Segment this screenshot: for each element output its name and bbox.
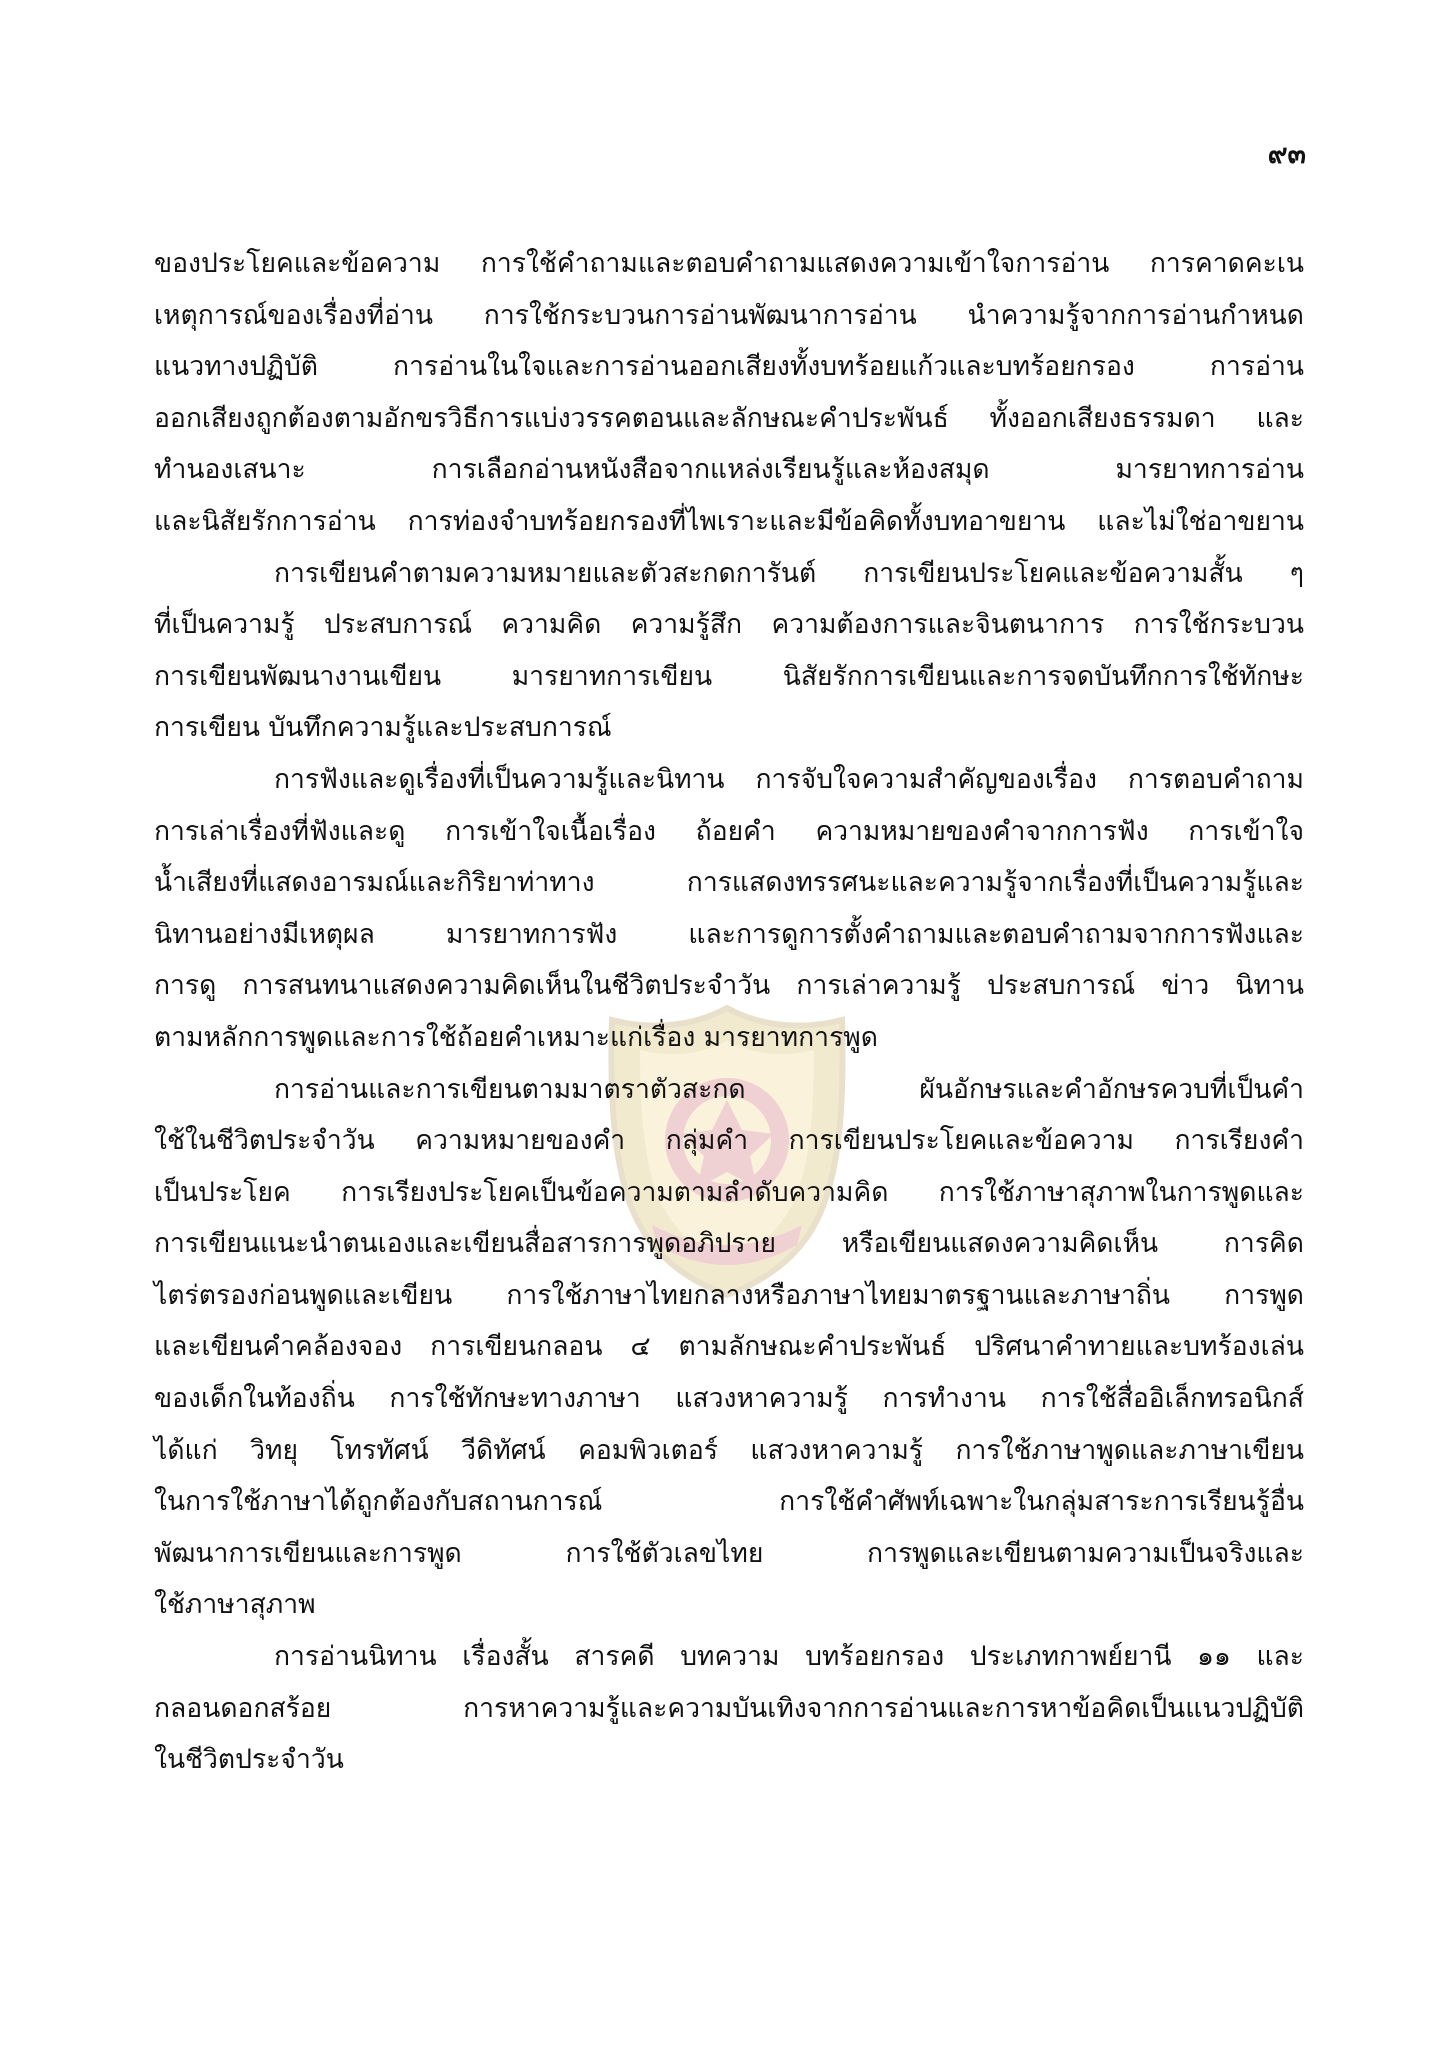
paragraph-first-line: การอ่านนิทาน เรื่องสั้น สารคดี บทความ บทร้อยกรอง ประเภทกาพย์ยานี ๑๑ และ xyxy=(274,1641,1304,1673)
text-line: ทำนองเสนาะ การเลือกอ่านหนังสือจากแหล่งเรียนรู้และห้องสมุด มารยาทการอ่าน xyxy=(154,454,1304,486)
text-line: กลอนดอกสร้อย การหาความรู้และความบันเทิงจากการอ่านและการหาข้อคิดเป็นแนวปฏิบัติ xyxy=(154,1692,1304,1724)
text-line: การเล่าเรื่องที่ฟังและดู การเข้าใจเนื้อเรื่อง ถ้อยคำ ความหมายของคำจากการฟัง การเข้าใจ xyxy=(154,815,1304,847)
text-line: ที่เป็นความรู้ ประสบการณ์ ความคิด ความรู้สึก ความต้องการและจินตนาการ การใช้กระบวน xyxy=(154,609,1304,641)
text-line: การดู การสนทนาแสดงความคิดเห็นในชีวิตประจำวัน การเล่าความรู้ ประสบการณ์ ข่าว นิทาน xyxy=(154,970,1304,1002)
paragraph-last-line: ใช้ภาษาสุภาพ xyxy=(154,1589,316,1621)
page-number: ๙๓ xyxy=(1267,139,1306,170)
paragraph-last-line: ตามหลักการพูดและการใช้ถ้อยคำเหมาะแก่เรื่อง มารยาทการพูด xyxy=(154,1021,878,1053)
text-line: และเขียนคำคล้องจอง การเขียนกลอน ๔ ตามลักษณะคำประพันธ์ ปริศนาคำทายและบทร้องเล่น xyxy=(154,1331,1304,1363)
text-line: การเขียนพัฒนางานเขียน มารยาทการเขียน นิสัยรักการเขียนและการจดบันทึกการใช้ทักษะ xyxy=(154,660,1304,692)
paragraph-first-line: การฟังและดูเรื่องที่เป็นความรู้และนิทาน การจับใจความสำคัญของเรื่อง การตอบคำถาม xyxy=(274,763,1304,795)
text-line: เหตุการณ์ของเรื่องที่อ่าน การใช้กระบวนการอ่านพัฒนาการอ่าน นำความรู้จากการอ่านกำหนด xyxy=(154,299,1304,331)
paragraph-last-line: การเขียน บันทึกความรู้และประสบการณ์ xyxy=(154,712,612,744)
text-line: และนิสัยรักการอ่าน การท่องจำบทร้อยกรองที่ไพเราะและมีข้อคิดทั้งบทอาขยาน และไม่ใช่อาขยาน xyxy=(154,505,1304,537)
text-line: พัฒนาการเขียนและการพูด การใช้ตัวเลขไทย การพูดและเขียนตามความเป็นจริงและ xyxy=(154,1537,1304,1569)
text-line: ใช้ในชีวิตประจำวัน ความหมายของคำ กลุ่มคำ การเขียนประโยคและข้อความ การเรียงคำ xyxy=(154,1125,1304,1157)
paragraph-last-line: ในชีวิตประจำวัน xyxy=(154,1744,344,1776)
text-line: การเขียนแนะนำตนเองและเขียนสื่อสารการพูดอภิปราย หรือเขียนแสดงความคิดเห็น การคิด xyxy=(154,1228,1304,1260)
text-line: น้ำเสียงที่แสดงอารมณ์และกิริยาท่าทาง การแสดงทรรศนะและความรู้จากเรื่องที่เป็นความรู้และ xyxy=(154,867,1304,899)
text-line: ของประโยคและข้อความ การใช้คำถามและตอบคำถามแสดงความเข้าใจการอ่าน การคาดคะเน xyxy=(154,248,1304,279)
paragraph-first-line: การอ่านและการเขียนตามมาตราตัวสะกด ผันอักษรและคำอักษรควบที่เป็นคำ xyxy=(274,1073,1304,1105)
text-line: แนวทางปฏิบัติ การอ่านในใจและการอ่านออกเสียงทั้งบทร้อยแก้วและบทร้อยกรอง การอ่าน xyxy=(154,351,1304,383)
body-text xyxy=(154,238,1304,1786)
text-line: ของเด็กในท้องถิ่น การใช้ทักษะทางภาษา แสวงหาความรู้ การทำงาน การใช้สื่ออิเล็กทรอนิกส์ xyxy=(154,1383,1304,1415)
paragraph-first-line: การเขียนคำตามความหมายและตัวสะกดการันต์ การเขียนประโยคและข้อความสั้น ๆ xyxy=(274,557,1304,589)
text-line: เป็นประโยค การเรียงประโยคเป็นข้อความตามลำดับความคิด การใช้ภาษาสุภาพในการพูดและ xyxy=(154,1176,1304,1208)
text-line: ในการใช้ภาษาได้ถูกต้องกับสถานการณ์ การใช้คำศัพท์เฉพาะในกลุ่มสาระการเรียนรู้อื่น xyxy=(154,1486,1304,1518)
text-line: ได้แก่ วิทยุ โทรทัศน์ วีดิทัศน์ คอมพิวเตอร์ แสวงหาความรู้ การใช้ภาษาพูดและภาษาเขียน xyxy=(154,1434,1304,1466)
text-line: นิทานอย่างมีเหตุผล มารยาทการฟัง และการดูการตั้งคำถามและตอบคำถามจากการฟังและ xyxy=(154,918,1304,950)
text-line: ออกเสียงถูกต้องตามอักขรวิธีการแบ่งวรรคตอนและลักษณะคำประพันธ์ ทั้งออกเสียงธรรมดา และ xyxy=(154,402,1304,434)
text-line: ไตร่ตรองก่อนพูดและเขียน การใช้ภาษาไทยกลางหรือภาษาไทยมาตรฐานและภาษาถิ่น การพูด xyxy=(154,1279,1304,1311)
